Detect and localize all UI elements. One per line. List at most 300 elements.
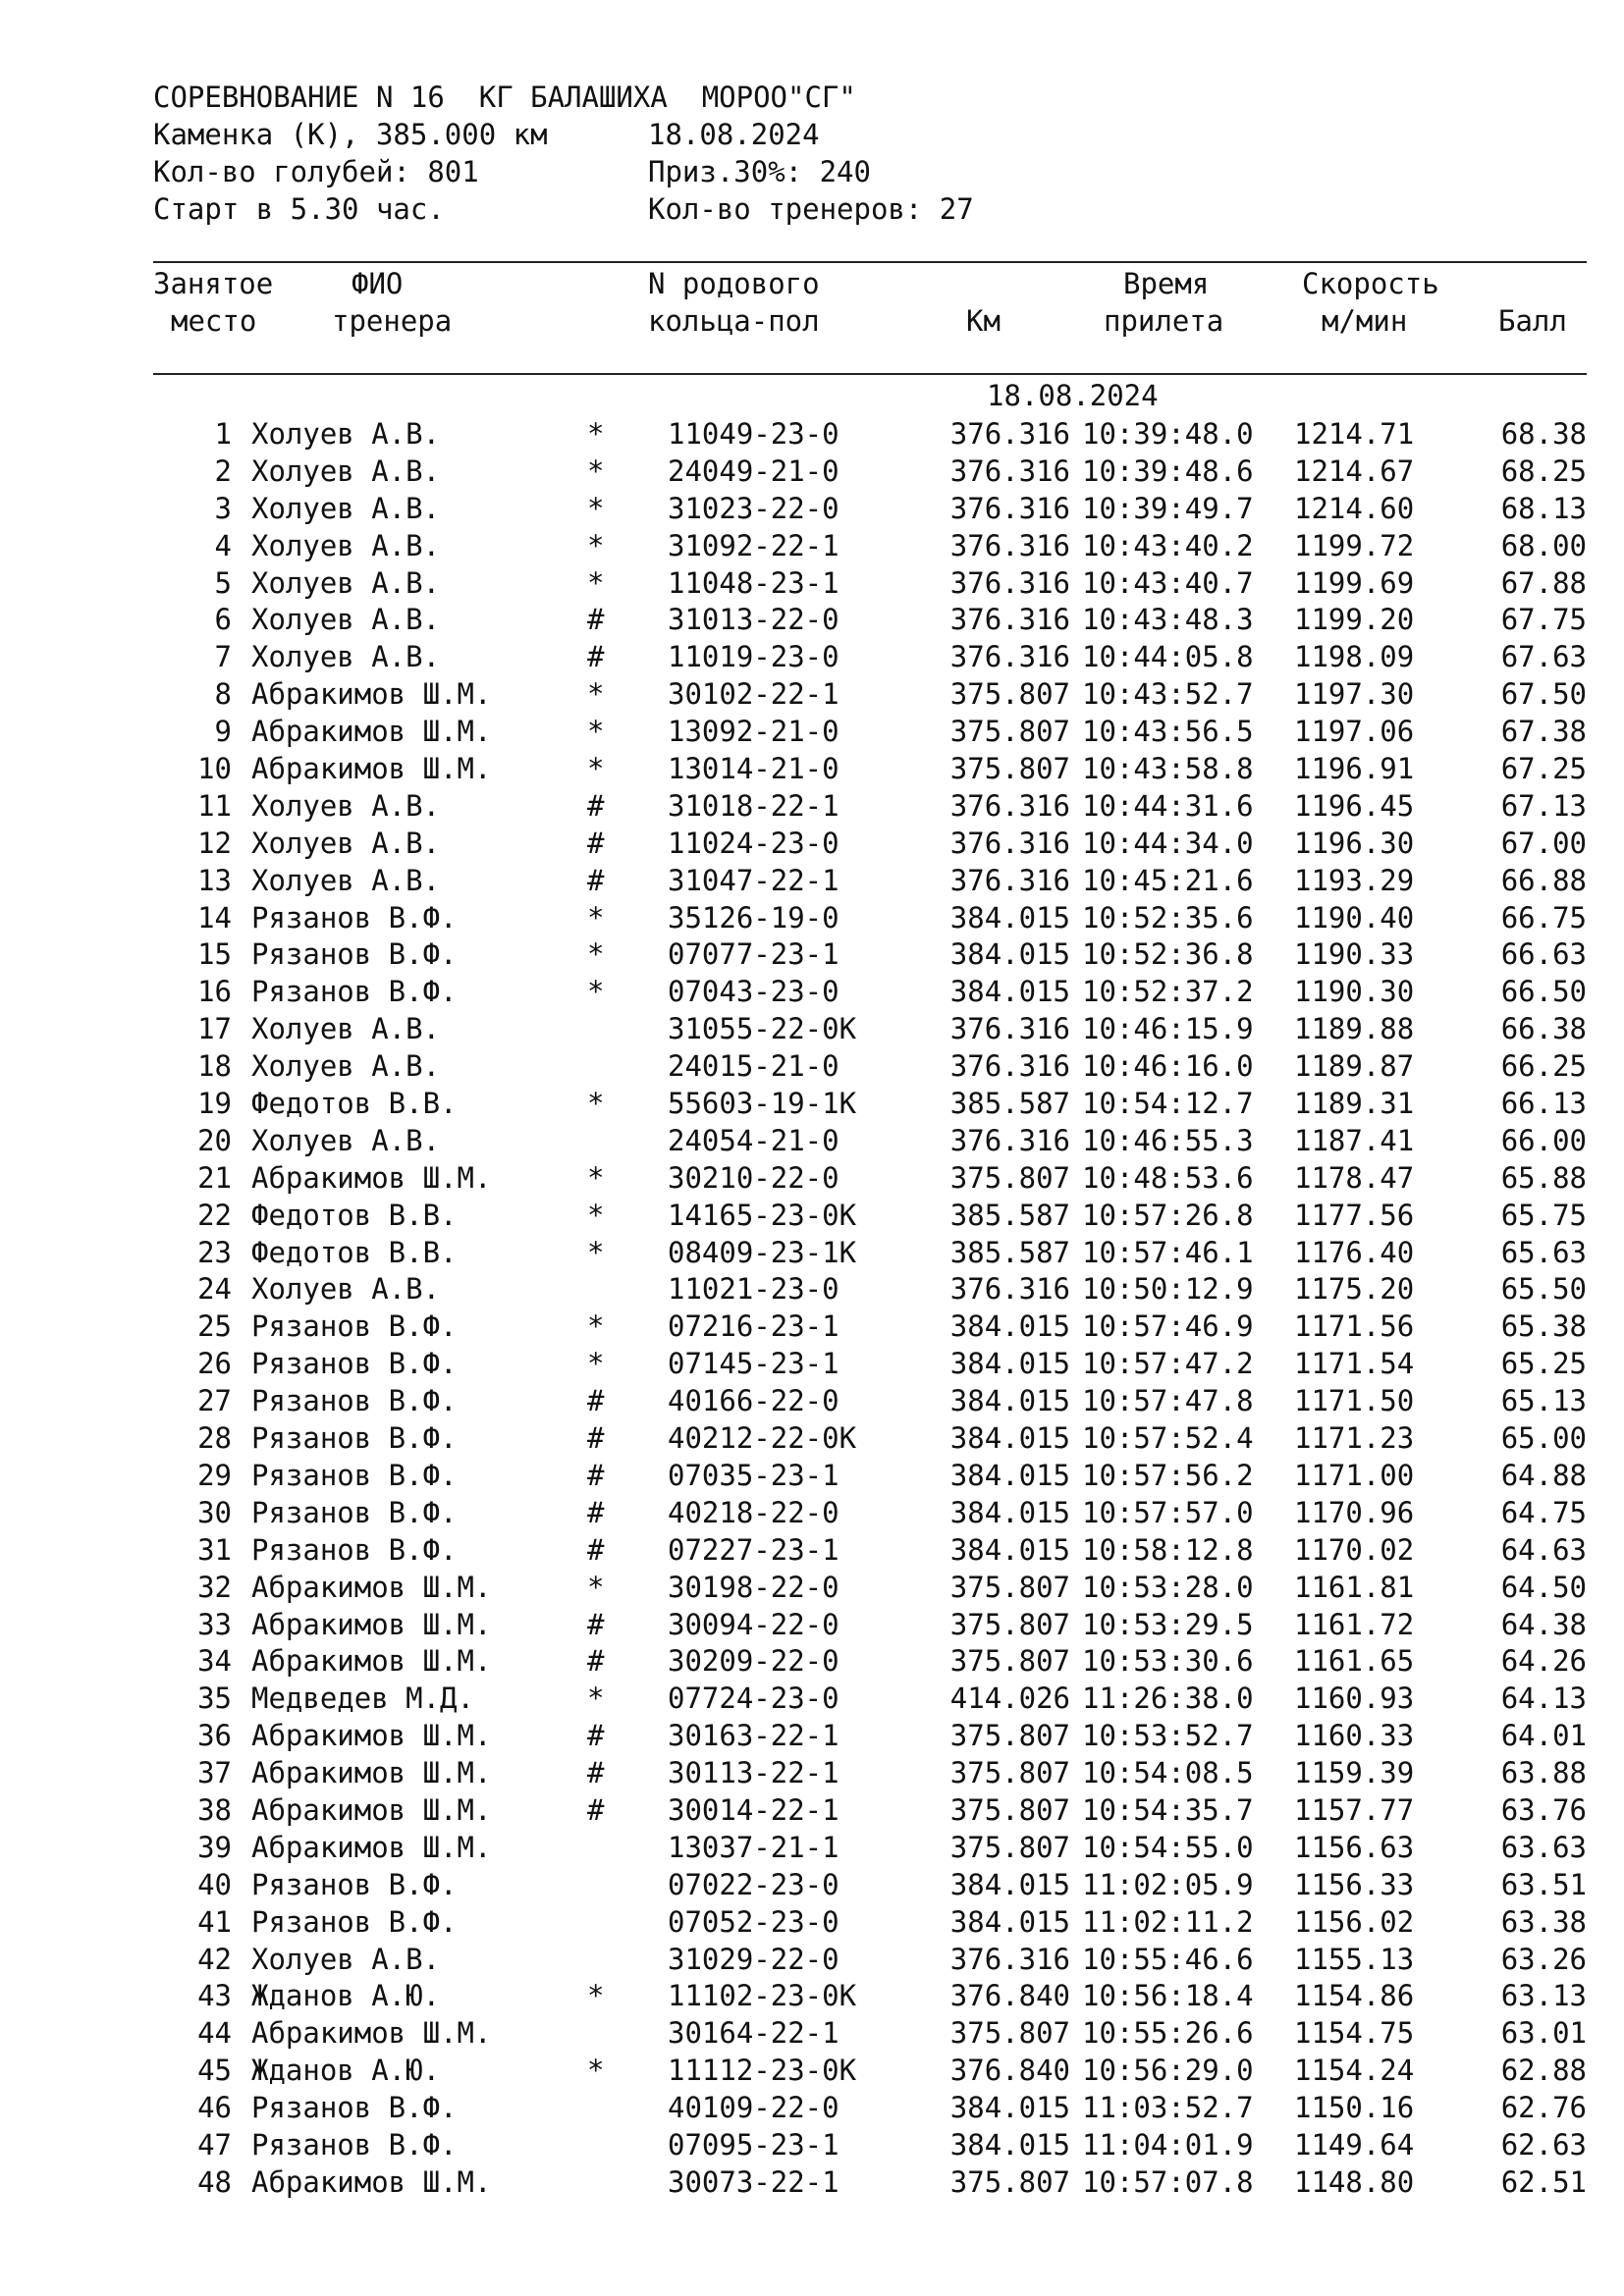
place-cell: 40 [197,1867,232,1901]
trainer-name-cell: Холуев А.В. [251,640,441,674]
table-row [0,751,1624,788]
mark-cell: # [587,1719,605,1753]
table-row [0,1458,1624,1495]
distance-cell: 384.015 [949,2127,1070,2162]
table-row [0,936,1624,974]
col-speed-2: м/мин [1322,304,1408,338]
distance-cell: 375.807 [949,1644,1070,1679]
trainer-name-cell: Холуев А.В. [251,528,441,562]
trainer-name-cell: Абракимов Ш.М. [251,1830,492,1864]
table-row [0,1271,1624,1308]
trainer-name-cell: Рязанов В.Ф. [251,1904,458,1939]
table-row [0,1904,1624,1942]
ring-number-cell: 30073-22-1 [668,2164,839,2199]
speed-cell: 1171.56 [1294,1309,1415,1344]
distance-cell: 376.316 [949,826,1070,860]
place-cell: 11 [197,788,232,823]
distance-cell: 384.015 [949,1384,1070,1418]
distance-cell: 376.316 [949,1942,1070,1976]
distance-cell: 375.807 [949,1160,1070,1195]
prize-count: Приз.30%: 240 [648,155,871,188]
arrival-time-cell: 10:55:46.6 [1082,1942,1254,1976]
distance-cell: 376.316 [949,788,1070,823]
score-cell: 68.38 [1500,417,1587,451]
distance-cell: 384.015 [949,1421,1070,1456]
trainer-name-cell: Холуев А.В. [251,863,441,897]
distance-cell: 376.316 [949,565,1070,600]
mark-cell: # [587,640,605,674]
arrival-time-cell: 10:57:07.8 [1082,2164,1254,2199]
trainer-name-cell: Абракимов Ш.М. [251,1756,492,1790]
arrival-time-cell: 10:57:46.9 [1082,1309,1254,1344]
place-cell: 38 [197,1792,232,1827]
speed-cell: 1155.13 [1294,1942,1415,1976]
trainer-name-cell: Абракимов Ш.М. [251,1607,492,1641]
header-bottom-rule [153,373,1587,375]
arrival-time-cell: 10:57:57.0 [1082,1495,1254,1529]
distance-cell: 376.840 [949,1979,1070,2013]
col-ring-2: кольца-пол [648,304,820,338]
ring-number-cell: 11019-23-0 [668,640,839,674]
ring-number-cell: 30014-22-1 [668,1792,839,1827]
trainer-name-cell: Рязанов В.Ф. [251,1532,458,1567]
speed-cell: 1148.80 [1294,2164,1415,2199]
place-cell: 32 [197,1570,232,1604]
score-cell: 66.38 [1500,1012,1587,1046]
arrival-time-cell: 10:46:16.0 [1082,1049,1254,1084]
table-row [0,714,1624,751]
distance-cell: 385.587 [949,1087,1070,1121]
speed-cell: 1170.96 [1294,1495,1415,1529]
results-table [0,416,1624,2202]
score-cell: 67.00 [1500,826,1587,860]
col-place-1: Занятое [153,267,274,300]
place-cell: 44 [197,2016,232,2051]
arrival-time-cell: 11:02:05.9 [1082,1867,1254,1901]
arrival-time-cell: 10:54:08.5 [1082,1756,1254,1790]
score-cell: 66.50 [1500,975,1587,1009]
release-point: Каменка (К), 385.000 км [153,118,548,151]
place-cell: 48 [197,2164,232,2199]
distance-cell: 376.316 [949,528,1070,562]
trainer-name-cell: Рязанов В.Ф. [251,1867,458,1901]
table-row [0,863,1624,900]
arrival-time-cell: 10:43:52.7 [1082,677,1254,712]
speed-cell: 1156.02 [1294,1904,1415,1939]
mark-cell: # [587,1792,605,1827]
ring-number-cell: 24049-21-0 [668,454,839,488]
distance-cell: 375.807 [949,1719,1070,1753]
mark-cell: * [587,528,605,562]
ring-number-cell: 07043-23-0 [668,975,839,1009]
mark-cell: * [587,1309,605,1344]
arrival-time-cell: 10:48:53.6 [1082,1160,1254,1195]
distance-cell: 384.015 [949,900,1070,934]
place-cell: 3 [214,491,232,525]
score-cell: 64.01 [1500,1719,1587,1753]
arrival-time-cell: 10:39:49.7 [1082,491,1254,525]
ring-number-cell: 11112-23-0K [668,2054,857,2088]
score-cell: 67.75 [1500,603,1587,637]
table-row [0,1308,1624,1346]
trainer-name-cell: Рязанов В.Ф. [251,937,458,972]
speed-cell: 1171.00 [1294,1458,1415,1492]
table-row [0,1420,1624,1458]
col-name-1: ФИО [352,267,404,300]
distance-cell: 376.316 [949,640,1070,674]
arrival-time-cell: 10:53:29.5 [1082,1607,1254,1641]
arrival-time-cell: 10:46:15.9 [1082,1012,1254,1046]
ring-number-cell: 07052-23-0 [668,1904,839,1939]
trainer-name-cell: Рязанов В.Ф. [251,1384,458,1418]
speed-cell: 1161.72 [1294,1607,1415,1641]
arrival-time-cell: 10:39:48.6 [1082,454,1254,488]
trainer-name-cell: Абракимов Ш.М. [251,752,492,786]
place-cell: 8 [214,677,232,712]
speed-cell: 1161.65 [1294,1644,1415,1679]
table-row [0,602,1624,639]
table-row [0,900,1624,937]
score-cell: 64.50 [1500,1570,1587,1604]
distance-cell: 375.807 [949,1792,1070,1827]
mark-cell: # [587,1532,605,1567]
table-row [0,1792,1624,1830]
place-cell: 10 [197,752,232,786]
ring-number-cell: 24015-21-0 [668,1049,839,1084]
score-cell: 65.63 [1500,1235,1587,1269]
table-row [0,454,1624,491]
speed-cell: 1175.20 [1294,1272,1415,1307]
distance-cell: 375.807 [949,2016,1070,2051]
score-cell: 67.50 [1500,677,1587,712]
col-place-2: место [171,304,257,338]
speed-cell: 1160.93 [1294,1682,1415,1716]
score-cell: 66.00 [1500,1123,1587,1157]
speed-cell: 1178.47 [1294,1160,1415,1195]
speed-cell: 1189.87 [1294,1049,1415,1084]
arrival-time-cell: 10:53:52.7 [1082,1719,1254,1753]
mark-cell: * [587,1570,605,1604]
table-row [0,826,1624,863]
mark-cell: # [587,1458,605,1492]
mark-cell: * [587,491,605,525]
place-cell: 22 [197,1198,232,1232]
mark-cell: * [587,975,605,1009]
distance-cell: 376.316 [949,1049,1070,1084]
ring-number-cell: 07022-23-0 [668,1867,839,1901]
score-cell: 65.50 [1500,1272,1587,1307]
ring-number-cell: 24054-21-0 [668,1123,839,1157]
speed-cell: 1190.33 [1294,937,1415,972]
mark-cell: # [587,1495,605,1529]
ring-number-cell: 35126-19-0 [668,900,839,934]
table-row [0,528,1624,565]
distance-cell: 384.015 [949,2091,1070,2125]
trainer-name-cell: Холуев А.В. [251,603,441,637]
table-row [0,1532,1624,1570]
distance-cell: 376.316 [949,863,1070,897]
ring-number-cell: 14165-23-0K [668,1198,857,1232]
speed-cell: 1190.40 [1294,900,1415,934]
ring-number-cell: 40212-22-0K [668,1421,857,1456]
place-cell: 33 [197,1607,232,1641]
table-row [0,1867,1624,1904]
mark-cell: # [587,826,605,860]
trainer-name-cell: Федотов В.В. [251,1198,458,1232]
speed-cell: 1149.64 [1294,2127,1415,2162]
distance-cell: 376.316 [949,1012,1070,1046]
table-row [0,1198,1624,1235]
arrival-time-cell: 10:52:35.6 [1082,900,1254,934]
arrival-time-cell: 10:56:18.4 [1082,1979,1254,2013]
speed-cell: 1159.39 [1294,1756,1415,1790]
arrival-time-cell: 10:57:56.2 [1082,1458,1254,1492]
arrival-time-cell: 10:57:47.2 [1082,1347,1254,1381]
speed-cell: 1189.88 [1294,1012,1415,1046]
ring-number-cell: 07724-23-0 [668,1682,839,1716]
speed-cell: 1187.41 [1294,1123,1415,1157]
place-cell: 23 [197,1235,232,1269]
place-cell: 45 [197,2054,232,2088]
ring-number-cell: 11048-23-1 [668,565,839,600]
speed-cell: 1156.33 [1294,1867,1415,1901]
score-cell: 67.63 [1500,640,1587,674]
mark-cell: * [587,417,605,451]
arrival-time-cell: 10:43:56.5 [1082,715,1254,749]
speed-cell: 1177.56 [1294,1198,1415,1232]
place-cell: 30 [197,1495,232,1529]
table-row [0,1978,1624,2015]
speed-cell: 1171.54 [1294,1347,1415,1381]
mark-cell: * [587,1682,605,1716]
speed-cell: 1156.63 [1294,1830,1415,1864]
ring-number-cell: 07095-23-1 [668,2127,839,2162]
arrival-time-cell: 10:53:30.6 [1082,1644,1254,1679]
score-cell: 65.38 [1500,1309,1587,1344]
score-cell: 63.01 [1500,2016,1587,2051]
mark-cell: * [587,1347,605,1381]
mark-cell: * [587,900,605,934]
mark-cell: * [587,677,605,712]
distance-cell: 384.015 [949,1904,1070,1939]
mark-cell: * [587,1087,605,1121]
trainer-name-cell: Холуев А.В. [251,491,441,525]
ring-number-cell: 40218-22-0 [668,1495,839,1529]
trainer-name-cell: Холуев А.В. [251,826,441,860]
table-row [0,1681,1624,1718]
score-cell: 66.63 [1500,937,1587,972]
place-cell: 9 [214,715,232,749]
place-cell: 36 [197,1719,232,1753]
speed-cell: 1161.81 [1294,1570,1415,1604]
distance-cell: 376.316 [949,417,1070,451]
pigeon-count: Кол-во голубей: 801 [153,155,479,188]
distance-cell: 385.587 [949,1235,1070,1269]
arrival-time-cell: 10:57:46.1 [1082,1235,1254,1269]
ring-number-cell: 07077-23-1 [668,937,839,972]
distance-cell: 385.587 [949,1198,1070,1232]
distance-cell: 384.015 [949,1532,1070,1567]
score-cell: 65.25 [1500,1347,1587,1381]
place-cell: 29 [197,1458,232,1492]
speed-cell: 1150.16 [1294,2091,1415,2125]
col-name-2: тренера [332,304,453,338]
arrival-time-cell: 10:43:58.8 [1082,752,1254,786]
section-date: 18.08.2024 [987,379,1159,412]
trainer-name-cell: Федотов В.В. [251,1235,458,1269]
speed-cell: 1214.67 [1294,454,1415,488]
score-cell: 64.75 [1500,1495,1587,1529]
arrival-time-cell: 10:39:48.0 [1082,417,1254,451]
arrival-time-cell: 11:26:38.0 [1082,1682,1254,1716]
distance-cell: 375.807 [949,715,1070,749]
speed-cell: 1199.72 [1294,528,1415,562]
speed-cell: 1196.30 [1294,826,1415,860]
table-row [0,1346,1624,1383]
place-cell: 37 [197,1756,232,1790]
ring-number-cell: 31092-22-1 [668,528,839,562]
place-cell: 7 [214,640,232,674]
speed-cell: 1170.02 [1294,1532,1415,1567]
ring-number-cell: 07216-23-1 [668,1309,839,1344]
arrival-time-cell: 10:43:48.3 [1082,603,1254,637]
table-row [0,639,1624,676]
trainer-name-cell: Федотов В.В. [251,1087,458,1121]
distance-cell: 376.316 [949,603,1070,637]
score-cell: 62.88 [1500,2054,1587,2088]
ring-number-cell: 30163-22-1 [668,1719,839,1753]
arrival-time-cell: 10:56:29.0 [1082,2054,1254,2088]
distance-cell: 376.316 [949,491,1070,525]
table-row [0,1830,1624,1867]
ring-number-cell: 11049-23-0 [668,417,839,451]
speed-cell: 1189.31 [1294,1087,1415,1121]
arrival-time-cell: 11:02:11.2 [1082,1904,1254,1939]
mark-cell: * [587,715,605,749]
trainer-name-cell: Абракимов Ш.М. [251,2164,492,2199]
score-cell: 64.63 [1500,1532,1587,1567]
trainer-name-cell: Медведев М.Д. [251,1682,474,1716]
ring-number-cell: 30102-22-1 [668,677,839,712]
score-cell: 63.76 [1500,1792,1587,1827]
ring-number-cell: 31013-22-0 [668,603,839,637]
place-cell: 24 [197,1272,232,1307]
mark-cell: # [587,788,605,823]
trainer-name-cell: Абракимов Ш.М. [251,715,492,749]
score-cell: 68.13 [1500,491,1587,525]
speed-cell: 1197.30 [1294,677,1415,712]
ring-number-cell: 31023-22-0 [668,491,839,525]
trainer-name-cell: Абракимов Ш.М. [251,2016,492,2051]
mark-cell: * [587,1235,605,1269]
mark-cell: # [587,1421,605,1456]
ring-number-cell: 11102-23-0K [668,1979,857,2013]
score-cell: 65.13 [1500,1384,1587,1418]
arrival-time-cell: 11:03:52.7 [1082,2091,1254,2125]
ring-number-cell: 07145-23-1 [668,1347,839,1381]
place-cell: 27 [197,1384,232,1418]
distance-cell: 375.807 [949,1607,1070,1641]
trainer-name-cell: Абракимов Ш.М. [251,1719,492,1753]
trainer-name-cell: Жданов А.Ю. [251,2054,441,2088]
place-cell: 13 [197,863,232,897]
speed-cell: 1196.91 [1294,752,1415,786]
speed-cell: 1190.30 [1294,975,1415,1009]
mark-cell: # [587,1756,605,1790]
ring-number-cell: 13037-21-1 [668,1830,839,1864]
arrival-time-cell: 10:45:21.6 [1082,863,1254,897]
table-row [0,676,1624,714]
score-cell: 67.88 [1500,565,1587,600]
mark-cell: # [587,603,605,637]
trainer-name-cell: Холуев А.В. [251,1049,441,1084]
trainer-name-cell: Абракимов Ш.М. [251,1570,492,1604]
speed-cell: 1160.33 [1294,1719,1415,1753]
trainer-name-cell: Абракимов Ш.М. [251,677,492,712]
trainer-name-cell: Рязанов В.Ф. [251,1309,458,1344]
place-cell: 25 [197,1309,232,1344]
score-cell: 64.13 [1500,1682,1587,1716]
arrival-time-cell: 10:43:40.2 [1082,528,1254,562]
trainer-name-cell: Холуев А.В. [251,565,441,600]
arrival-time-cell: 10:44:34.0 [1082,826,1254,860]
table-row [0,1942,1624,1979]
table-row [0,491,1624,528]
mark-cell: # [587,1607,605,1641]
distance-cell: 384.015 [949,1458,1070,1492]
distance-cell: 376.316 [949,454,1070,488]
distance-cell: 384.015 [949,1309,1070,1344]
ring-number-cell: 11021-23-0 [668,1272,839,1307]
score-cell: 63.13 [1500,1979,1587,2013]
col-time-2: прилета [1104,304,1224,338]
table-row [0,1570,1624,1607]
ring-number-cell: 08409-23-1K [668,1235,857,1269]
place-cell: 35 [197,1682,232,1716]
col-ring-1: N родового [648,267,820,300]
ring-number-cell: 07035-23-1 [668,1458,839,1492]
mark-cell: # [587,1644,605,1679]
place-cell: 15 [197,937,232,972]
place-cell: 39 [197,1830,232,1864]
distance-cell: 375.807 [949,1570,1070,1604]
arrival-time-cell: 10:54:35.7 [1082,1792,1254,1827]
arrival-time-cell: 10:57:52.4 [1082,1421,1254,1456]
arrival-time-cell: 10:57:47.8 [1082,1384,1254,1418]
mark-cell: # [587,1384,605,1418]
table-row [0,1607,1624,1644]
trainer-name-cell: Рязанов В.Ф. [251,1495,458,1529]
arrival-time-cell: 10:44:31.6 [1082,788,1254,823]
ring-number-cell: 30209-22-0 [668,1644,839,1679]
speed-cell: 1199.20 [1294,603,1415,637]
speed-cell: 1197.06 [1294,715,1415,749]
distance-cell: 376.840 [949,2054,1070,2088]
speed-cell: 1157.77 [1294,1792,1415,1827]
speed-cell: 1199.69 [1294,565,1415,600]
arrival-time-cell: 10:46:55.3 [1082,1123,1254,1157]
arrival-time-cell: 10:54:12.7 [1082,1087,1254,1121]
trainer-name-cell: Рязанов В.Ф. [251,900,458,934]
distance-cell: 375.807 [949,2164,1070,2199]
trainer-name-cell: Рязанов В.Ф. [251,1347,458,1381]
score-cell: 64.26 [1500,1644,1587,1679]
score-cell: 65.75 [1500,1198,1587,1232]
place-cell: 28 [197,1421,232,1456]
place-cell: 5 [214,565,232,600]
trainer-name-cell: Холуев А.В. [251,454,441,488]
ring-number-cell: 31055-22-0K [668,1012,857,1046]
